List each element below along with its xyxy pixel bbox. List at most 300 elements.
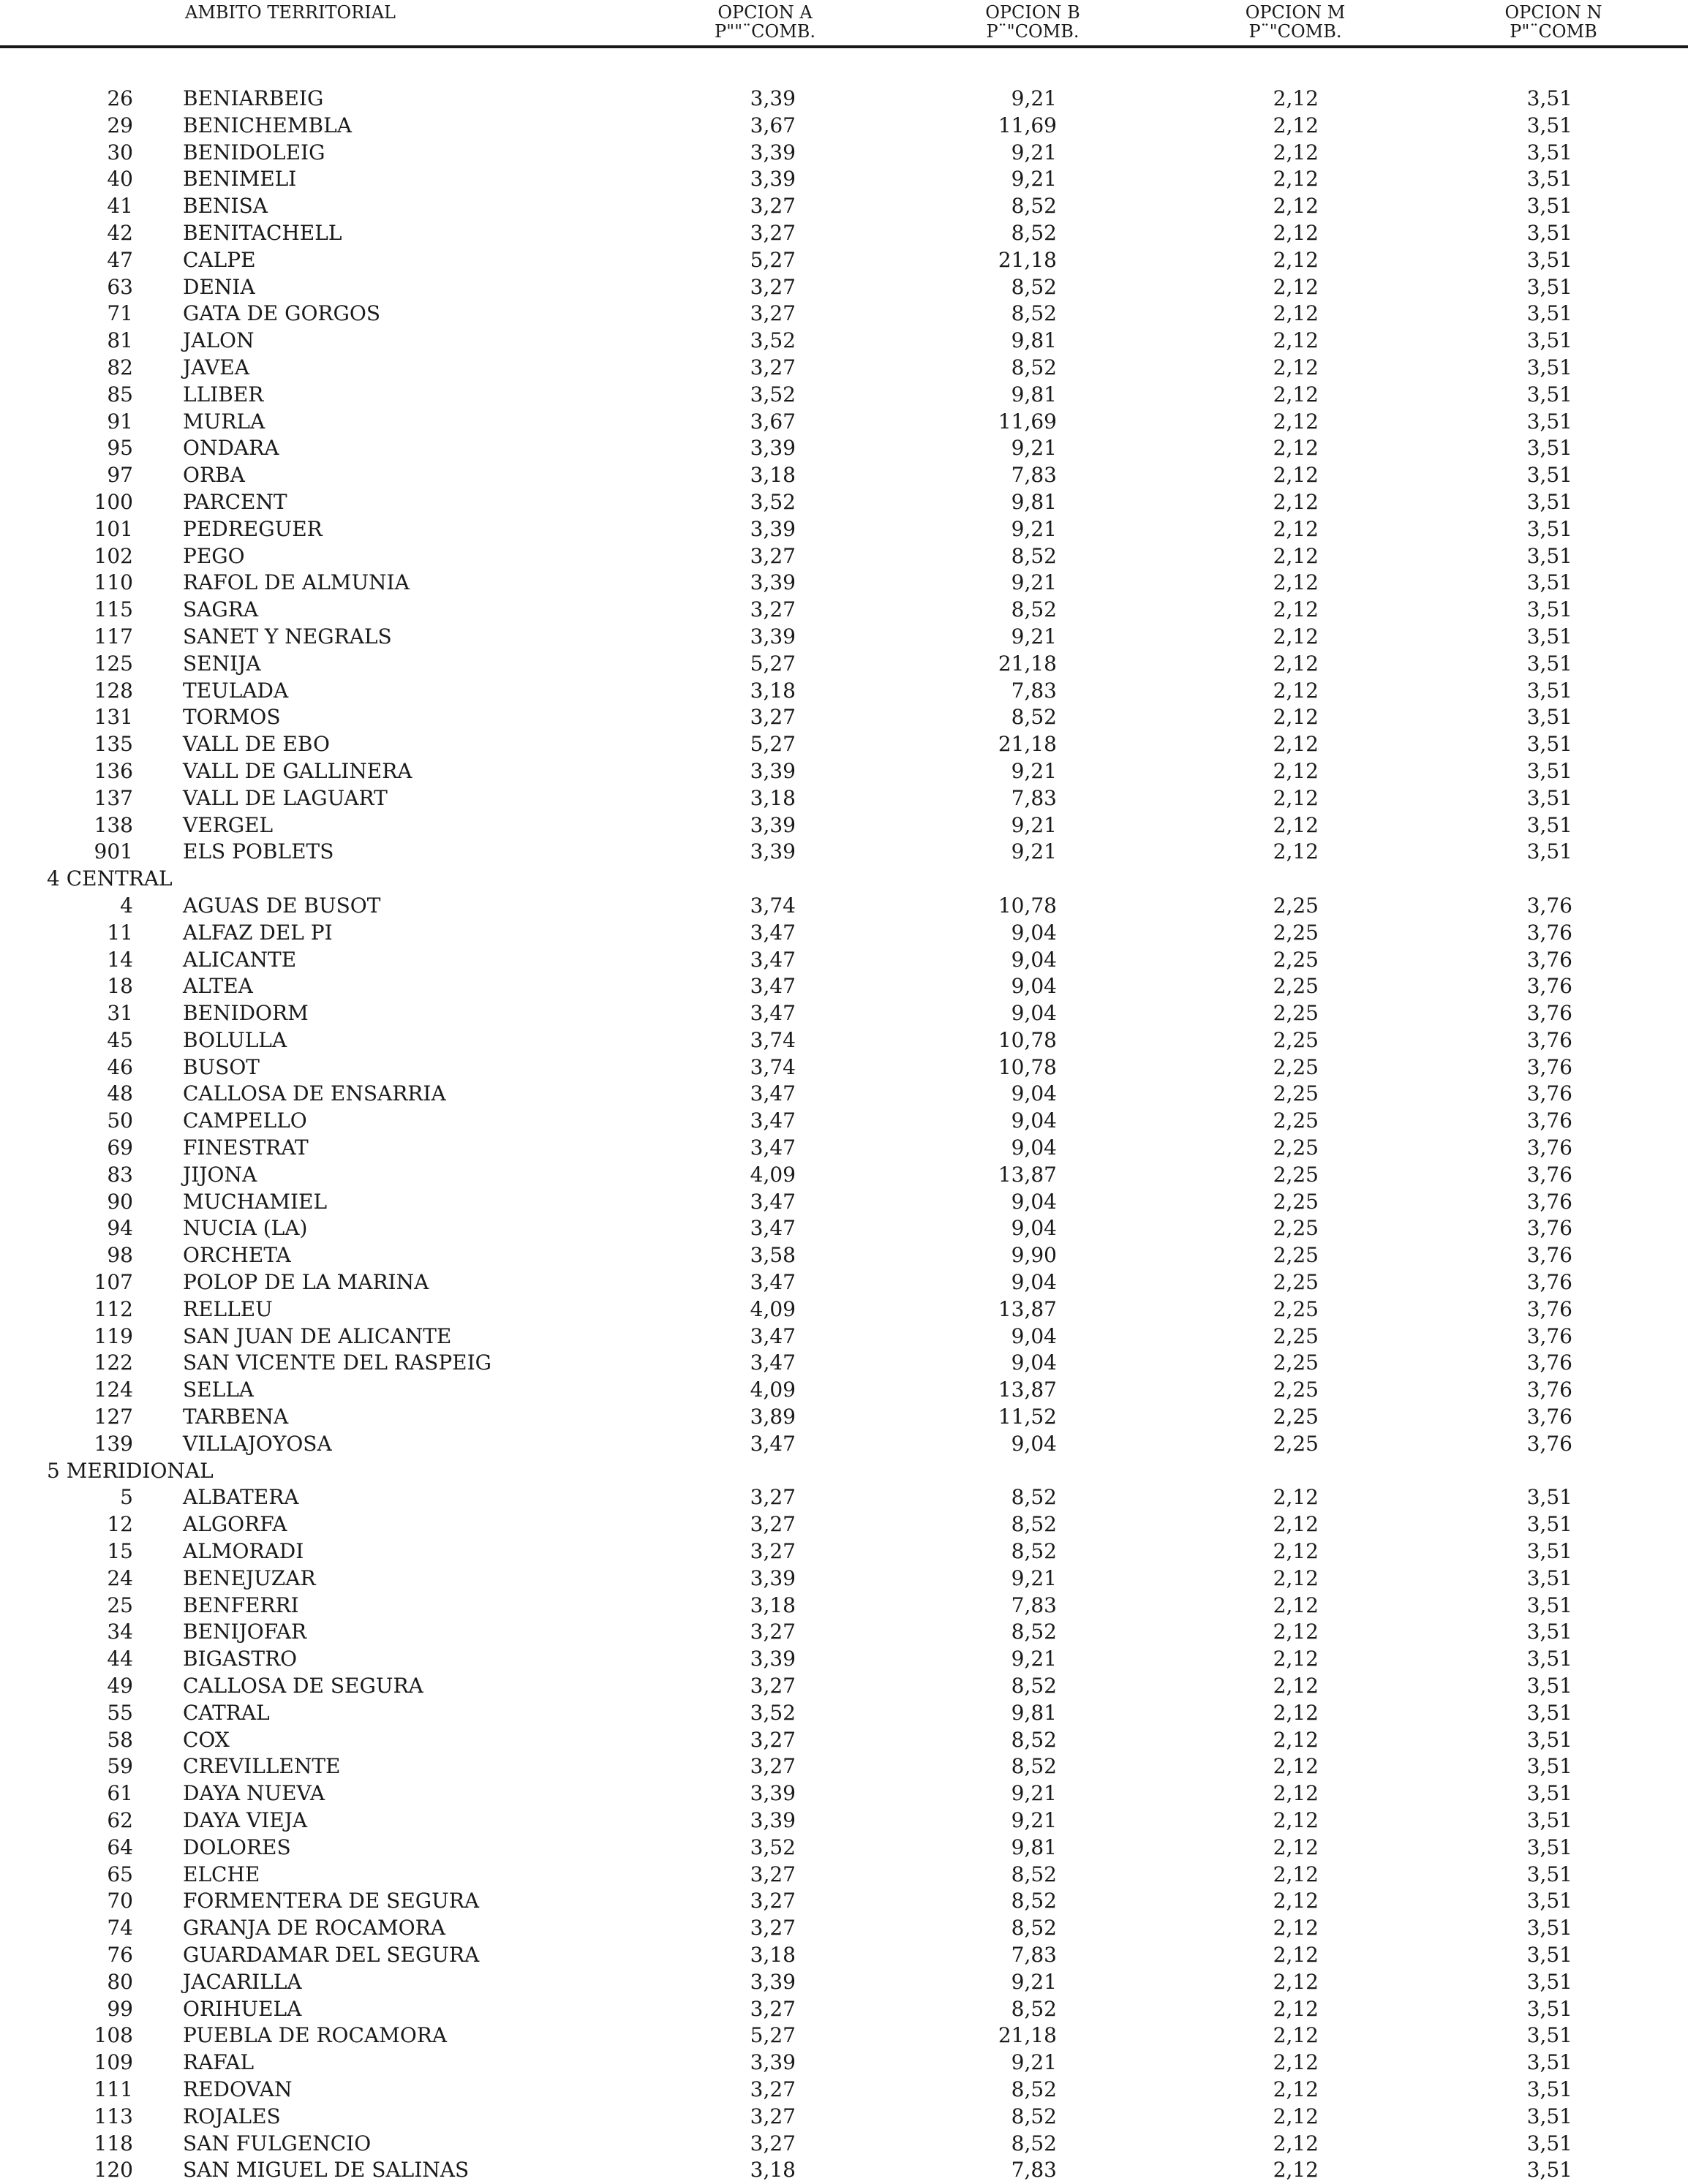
opcion-n-value: 3,51 bbox=[1526, 543, 1572, 568]
opcion-m-value: 2,12 bbox=[1273, 1485, 1319, 1510]
municipality-name: COX bbox=[183, 1727, 230, 1752]
table-row bbox=[0, 597, 1688, 624]
opcion-m-value: 2,25 bbox=[1273, 947, 1319, 972]
opcion-m-value: 2,25 bbox=[1273, 974, 1319, 999]
opcion-a-value: 3,58 bbox=[750, 1243, 796, 1268]
opcion-b-value: 9,21 bbox=[1011, 570, 1057, 595]
table-row bbox=[0, 140, 1688, 167]
opcion-n-value: 3,51 bbox=[1526, 328, 1572, 353]
opcion-n-value: 3,51 bbox=[1526, 1889, 1572, 1913]
municipality-name: ALICANTE bbox=[183, 947, 297, 972]
opcion-m-value: 2,12 bbox=[1273, 1862, 1319, 1886]
opcion-a-value: 3,27 bbox=[750, 1889, 796, 1913]
opcion-n-value: 3,51 bbox=[1526, 301, 1572, 326]
municipality-name: ORCHETA bbox=[183, 1243, 291, 1268]
opcion-n-value: 3,76 bbox=[1526, 1001, 1572, 1026]
municipality-name: BENITACHELL bbox=[183, 220, 342, 245]
municipality-name: SAN VICENTE DEL RASPEIG bbox=[183, 1350, 492, 1375]
table-row bbox=[0, 409, 1688, 436]
opcion-m-value: 2,12 bbox=[1273, 1512, 1319, 1537]
opcion-m-value: 2,12 bbox=[1273, 678, 1319, 703]
opcion-n-value: 3,51 bbox=[1526, 812, 1572, 837]
opcion-a-value: 3,18 bbox=[750, 1942, 796, 1967]
opcion-n-value: 3,76 bbox=[1526, 1323, 1572, 1348]
table-row bbox=[0, 1323, 1688, 1350]
table-row bbox=[0, 1108, 1688, 1135]
opcion-a-value: 3,47 bbox=[750, 1431, 796, 1456]
municipality-code: 25 bbox=[107, 1592, 133, 1617]
municipality-name: PUEBLA DE ROCAMORA bbox=[183, 2023, 448, 2048]
opcion-n-value: 3,51 bbox=[1526, 839, 1572, 864]
opcion-a-value: 3,74 bbox=[750, 1027, 796, 1052]
opcion-a-value: 3,39 bbox=[750, 1781, 796, 1806]
table-row bbox=[0, 1780, 1688, 1807]
opcion-b-value: 8,52 bbox=[1011, 274, 1057, 299]
table-row bbox=[0, 1915, 1688, 1942]
municipality-name: DENIA bbox=[183, 274, 255, 299]
section-row bbox=[0, 866, 1688, 893]
opcion-n-value: 3,51 bbox=[1526, 1512, 1572, 1537]
municipality-code: 901 bbox=[94, 839, 133, 864]
opcion-a-value: 3,27 bbox=[750, 2131, 796, 2155]
table-row bbox=[0, 1888, 1688, 1915]
opcion-m-value: 2,12 bbox=[1273, 1889, 1319, 1913]
opcion-n-value: 3,76 bbox=[1526, 947, 1572, 972]
opcion-n-value: 3,51 bbox=[1526, 1942, 1572, 1967]
opcion-n-value: 3,51 bbox=[1526, 489, 1572, 514]
opcion-a-value: 3,39 bbox=[750, 86, 796, 110]
opcion-m-value: 2,12 bbox=[1273, 409, 1319, 434]
table-row bbox=[0, 704, 1688, 731]
ambito-header: AMBITO TERRITORIAL bbox=[185, 2, 396, 23]
opcion-b-value: 9,21 bbox=[1011, 2050, 1057, 2075]
opcion-n-value: 3,76 bbox=[1526, 1431, 1572, 1456]
municipality-code: 107 bbox=[94, 1270, 133, 1295]
opcion-m-value: 2,12 bbox=[1273, 1808, 1319, 1832]
opcion-n-value: 3,51 bbox=[1526, 409, 1572, 434]
opcion-n-value: 3,51 bbox=[1526, 1781, 1572, 1806]
municipality-name: TARBENA bbox=[183, 1405, 289, 1429]
municipality-name: JAVEA bbox=[183, 355, 249, 379]
opcion-m-value: 2,12 bbox=[1273, 2104, 1319, 2128]
opcion-m-value: 2,12 bbox=[1273, 543, 1319, 568]
opcion-m-value: 2,12 bbox=[1273, 489, 1319, 514]
opcion-b-value: 21,18 bbox=[998, 651, 1057, 676]
opcion-m-value: 2,25 bbox=[1273, 1270, 1319, 1295]
municipality-name: VALL DE GALLINERA bbox=[183, 758, 412, 783]
municipality-name: RELLEU bbox=[183, 1296, 273, 1321]
municipality-code: 102 bbox=[94, 543, 133, 568]
opcion-b-value: 9,21 bbox=[1011, 1969, 1057, 1994]
opcion-b-value: 10,78 bbox=[998, 1054, 1057, 1079]
opcion-b-value: 13,87 bbox=[998, 1162, 1057, 1187]
table-row bbox=[0, 543, 1688, 570]
opcion-n-value: 3,51 bbox=[1526, 274, 1572, 299]
municipality-name: SELLA bbox=[183, 1378, 255, 1402]
opcion-m-subheader: P¨"COMB. bbox=[1248, 21, 1342, 42]
opcion-b-value: 9,21 bbox=[1011, 1647, 1057, 1671]
municipality-code: 115 bbox=[94, 597, 133, 622]
opcion-m-value: 2,12 bbox=[1273, 597, 1319, 622]
municipality-name: TEULADA bbox=[183, 678, 289, 703]
municipality-code: 120 bbox=[94, 2158, 133, 2183]
municipality-code: 46 bbox=[107, 1054, 133, 1079]
table-row bbox=[0, 516, 1688, 543]
opcion-b-value: 9,81 bbox=[1011, 328, 1057, 353]
municipality-name: GUARDAMAR DEL SEGURA bbox=[183, 1942, 480, 1967]
table-row bbox=[0, 1135, 1688, 1162]
opcion-m-value: 2,12 bbox=[1273, 1969, 1319, 1994]
municipality-code: 71 bbox=[107, 301, 133, 326]
table-row bbox=[0, 893, 1688, 920]
opcion-m-value: 2,12 bbox=[1273, 516, 1319, 541]
table-row bbox=[0, 1404, 1688, 1431]
opcion-b-value: 8,52 bbox=[1011, 220, 1057, 245]
opcion-a-value: 3,47 bbox=[750, 1001, 796, 1026]
table-row bbox=[0, 1296, 1688, 1323]
opcion-n-value: 3,76 bbox=[1526, 1350, 1572, 1375]
opcion-b-value: 9,04 bbox=[1011, 1136, 1057, 1160]
opcion-b-value: 8,52 bbox=[1011, 705, 1057, 730]
opcion-n-value: 3,51 bbox=[1526, 2131, 1572, 2155]
opcion-a-value: 3,27 bbox=[750, 1996, 796, 2021]
opcion-b-value: 8,52 bbox=[1011, 2077, 1057, 2101]
municipality-code: 49 bbox=[107, 1674, 133, 1699]
opcion-n-value: 3,51 bbox=[1526, 167, 1572, 192]
opcion-n-value: 3,51 bbox=[1526, 436, 1572, 461]
opcion-a-value: 3,52 bbox=[750, 382, 796, 407]
opcion-n-value: 3,76 bbox=[1526, 1189, 1572, 1214]
opcion-b-value: 9,21 bbox=[1011, 839, 1057, 864]
municipality-name: ELS POBLETS bbox=[183, 839, 334, 864]
municipality-code: 125 bbox=[94, 651, 133, 676]
opcion-a-value: 3,39 bbox=[750, 1647, 796, 1671]
opcion-n-value: 3,51 bbox=[1526, 785, 1572, 810]
municipality-name: DAYA VIEJA bbox=[183, 1808, 308, 1832]
opcion-n-header: OPCION N bbox=[1504, 2, 1602, 23]
opcion-a-value: 3,27 bbox=[750, 597, 796, 622]
opcion-a-value: 3,39 bbox=[750, 516, 796, 541]
opcion-m-value: 2,12 bbox=[1273, 328, 1319, 353]
opcion-b-value: 9,04 bbox=[1011, 947, 1057, 972]
opcion-n-value: 3,51 bbox=[1526, 705, 1572, 730]
municipality-name: REDOVAN bbox=[183, 2077, 293, 2101]
opcion-b-value: 9,90 bbox=[1011, 1243, 1057, 1268]
opcion-a-subheader: P""¨COMB. bbox=[714, 21, 816, 42]
opcion-b-value: 7,83 bbox=[1011, 2158, 1057, 2183]
table-row bbox=[0, 758, 1688, 785]
opcion-b-value: 9,21 bbox=[1011, 516, 1057, 541]
opcion-b-value: 9,04 bbox=[1011, 1001, 1057, 1026]
opcion-b-value: 9,21 bbox=[1011, 1808, 1057, 1832]
table-row bbox=[0, 86, 1688, 113]
municipality-code: 42 bbox=[107, 220, 133, 245]
opcion-b-value: 8,52 bbox=[1011, 1862, 1057, 1886]
opcion-m-value: 2,12 bbox=[1273, 382, 1319, 407]
opcion-n-value: 3,76 bbox=[1526, 893, 1572, 918]
municipality-name: AGUAS DE BUSOT bbox=[183, 893, 381, 918]
opcion-m-value: 2,25 bbox=[1273, 920, 1319, 945]
municipality-code: 34 bbox=[107, 1620, 133, 1644]
municipality-code: 85 bbox=[107, 382, 133, 407]
municipality-name: BENIDORM bbox=[183, 1001, 309, 1026]
opcion-a-value: 3,39 bbox=[750, 839, 796, 864]
municipality-name: PEDREGUER bbox=[183, 516, 323, 541]
opcion-b-value: 9,81 bbox=[1011, 1835, 1057, 1859]
municipality-name: BENISA bbox=[183, 194, 268, 219]
opcion-m-value: 2,12 bbox=[1273, 1674, 1319, 1699]
opcion-n-value: 3,51 bbox=[1526, 140, 1572, 165]
table-row bbox=[0, 1862, 1688, 1889]
opcion-b-value: 9,21 bbox=[1011, 812, 1057, 837]
opcion-a-value: 5,27 bbox=[750, 2023, 796, 2048]
opcion-n-value: 3,51 bbox=[1526, 758, 1572, 783]
table-row bbox=[0, 624, 1688, 651]
opcion-n-value: 3,76 bbox=[1526, 1027, 1572, 1052]
municipality-code: 74 bbox=[107, 1916, 133, 1941]
opcion-b-value: 9,04 bbox=[1011, 1108, 1057, 1133]
opcion-a-value: 4,09 bbox=[750, 1296, 796, 1321]
table-row bbox=[0, 274, 1688, 301]
municipality-name: BIGASTRO bbox=[183, 1647, 298, 1671]
opcion-m-value: 2,12 bbox=[1273, 140, 1319, 165]
opcion-b-value: 10,78 bbox=[998, 893, 1057, 918]
opcion-m-value: 2,12 bbox=[1273, 463, 1319, 488]
municipality-code: 83 bbox=[107, 1162, 133, 1187]
municipality-name: BOLULLA bbox=[183, 1027, 287, 1052]
municipality-code: 4 bbox=[120, 893, 133, 918]
municipality-name: BUSOT bbox=[183, 1054, 260, 1079]
municipality-name: ORBA bbox=[183, 463, 245, 488]
municipality-name: JACARILLA bbox=[183, 1969, 302, 1994]
municipality-code: 50 bbox=[107, 1108, 133, 1133]
section-title: 5 MERIDIONAL bbox=[47, 1458, 214, 1483]
municipality-code: 26 bbox=[107, 86, 133, 110]
opcion-m-value: 2,12 bbox=[1273, 113, 1319, 137]
municipality-code: 113 bbox=[94, 2104, 133, 2128]
opcion-n-value: 3,51 bbox=[1526, 382, 1572, 407]
opcion-a-value: 3,27 bbox=[750, 194, 796, 219]
opcion-m-value: 2,12 bbox=[1273, 1754, 1319, 1779]
opcion-m-value: 2,12 bbox=[1273, 1647, 1319, 1671]
opcion-n-value: 3,76 bbox=[1526, 1081, 1572, 1106]
opcion-b-value: 7,83 bbox=[1011, 1592, 1057, 1617]
municipality-code: 15 bbox=[107, 1539, 133, 1564]
municipality-code: 81 bbox=[107, 328, 133, 353]
opcion-a-value: 3,27 bbox=[750, 355, 796, 379]
opcion-n-value: 3,76 bbox=[1526, 1296, 1572, 1321]
table-row bbox=[0, 220, 1688, 247]
municipality-code: 69 bbox=[107, 1136, 133, 1160]
municipality-code: 30 bbox=[107, 140, 133, 165]
table-row bbox=[0, 1835, 1688, 1862]
opcion-b-value: 8,52 bbox=[1011, 194, 1057, 219]
table-row bbox=[0, 1753, 1688, 1780]
municipality-code: 138 bbox=[94, 812, 133, 837]
opcion-a-value: 3,27 bbox=[750, 274, 796, 299]
opcion-m-value: 2,25 bbox=[1273, 1296, 1319, 1321]
municipality-name: ALGORFA bbox=[183, 1512, 287, 1537]
opcion-b-value: 9,21 bbox=[1011, 167, 1057, 192]
opcion-a-value: 3,47 bbox=[750, 1350, 796, 1375]
table-header bbox=[0, 0, 1688, 47]
opcion-n-value: 3,51 bbox=[1526, 1727, 1572, 1752]
opcion-a-value: 5,27 bbox=[750, 247, 796, 272]
municipality-code: 59 bbox=[107, 1754, 133, 1779]
opcion-n-value: 3,76 bbox=[1526, 1108, 1572, 1133]
municipality-name: ELCHE bbox=[183, 1862, 260, 1886]
opcion-b-header: OPCION B bbox=[985, 2, 1080, 23]
table-row bbox=[0, 166, 1688, 193]
table-row bbox=[0, 1054, 1688, 1081]
opcion-n-value: 3,51 bbox=[1526, 1754, 1572, 1779]
municipality-code: 65 bbox=[107, 1862, 133, 1886]
municipality-code: 24 bbox=[107, 1565, 133, 1590]
opcion-a-value: 5,27 bbox=[750, 732, 796, 757]
table-row bbox=[0, 1162, 1688, 1189]
opcion-n-value: 3,51 bbox=[1526, 1647, 1572, 1671]
opcion-a-value: 3,39 bbox=[750, 812, 796, 837]
opcion-m-value: 2,12 bbox=[1273, 705, 1319, 730]
opcion-b-value: 9,81 bbox=[1011, 1700, 1057, 1725]
opcion-b-value: 7,83 bbox=[1011, 1942, 1057, 1967]
opcion-a-value: 3,74 bbox=[750, 1054, 796, 1079]
opcion-b-value: 9,04 bbox=[1011, 1431, 1057, 1456]
municipality-code: 40 bbox=[107, 167, 133, 192]
opcion-b-value: 8,52 bbox=[1011, 1620, 1057, 1644]
municipality-code: 91 bbox=[107, 409, 133, 434]
municipality-name: VERGEL bbox=[183, 812, 274, 837]
opcion-b-value: 9,04 bbox=[1011, 1081, 1057, 1106]
opcion-m-value: 2,25 bbox=[1273, 1243, 1319, 1268]
municipality-code: 122 bbox=[94, 1350, 133, 1375]
municipality-code: 100 bbox=[94, 489, 133, 514]
opcion-m-value: 2,12 bbox=[1273, 1942, 1319, 1967]
opcion-b-value: 9,81 bbox=[1011, 382, 1057, 407]
opcion-a-value: 3,39 bbox=[750, 167, 796, 192]
opcion-a-value: 3,52 bbox=[750, 1835, 796, 1859]
municipality-code: 44 bbox=[107, 1647, 133, 1671]
opcion-a-value: 4,09 bbox=[750, 1378, 796, 1402]
municipality-name: SANET Y NEGRALS bbox=[183, 624, 392, 649]
opcion-b-value: 8,52 bbox=[1011, 2104, 1057, 2128]
opcion-m-value: 2,25 bbox=[1273, 1405, 1319, 1429]
opcion-a-value: 3,89 bbox=[750, 1405, 796, 1429]
opcion-n-value: 3,51 bbox=[1526, 1916, 1572, 1941]
opcion-m-value: 2,12 bbox=[1273, 274, 1319, 299]
municipality-code: 124 bbox=[94, 1378, 133, 1402]
section-row bbox=[0, 1458, 1688, 1485]
municipality-code: 119 bbox=[94, 1323, 133, 1348]
municipality-code: 136 bbox=[94, 758, 133, 783]
opcion-m-value: 2,12 bbox=[1273, 1592, 1319, 1617]
opcion-m-value: 2,25 bbox=[1273, 1001, 1319, 1026]
opcion-n-value: 3,51 bbox=[1526, 1485, 1572, 1510]
opcion-b-value: 9,21 bbox=[1011, 1781, 1057, 1806]
opcion-a-value: 3,39 bbox=[750, 570, 796, 595]
municipality-name: CATRAL bbox=[183, 1700, 270, 1725]
opcion-b-value: 8,52 bbox=[1011, 1754, 1057, 1779]
opcion-a-value: 3,18 bbox=[750, 2158, 796, 2183]
opcion-n-value: 3,51 bbox=[1526, 1565, 1572, 1590]
opcion-m-value: 2,12 bbox=[1273, 1781, 1319, 1806]
table-row bbox=[0, 2077, 1688, 2104]
municipality-code: 55 bbox=[107, 1700, 133, 1725]
table-row bbox=[0, 1538, 1688, 1565]
municipality-code: 80 bbox=[107, 1969, 133, 1994]
municipality-name: CALLOSA DE ENSARRIA bbox=[183, 1081, 446, 1106]
table-row bbox=[0, 1969, 1688, 1996]
opcion-a-value: 3,67 bbox=[750, 409, 796, 434]
municipality-code: 63 bbox=[107, 274, 133, 299]
opcion-b-value: 9,04 bbox=[1011, 974, 1057, 999]
opcion-m-value: 2,12 bbox=[1273, 812, 1319, 837]
municipality-name: VALL DE LAGUART bbox=[183, 785, 388, 810]
municipality-code: 127 bbox=[94, 1405, 133, 1429]
opcion-m-value: 2,25 bbox=[1273, 1081, 1319, 1106]
municipality-name: CREVILLENTE bbox=[183, 1754, 341, 1779]
opcion-n-subheader: P"¨COMB bbox=[1510, 21, 1597, 42]
opcion-n-value: 3,51 bbox=[1526, 1862, 1572, 1886]
opcion-m-value: 2,12 bbox=[1273, 570, 1319, 595]
opcion-a-value: 3,27 bbox=[750, 2104, 796, 2128]
table-row bbox=[0, 382, 1688, 409]
opcion-a-value: 3,27 bbox=[750, 2077, 796, 2101]
opcion-a-value: 3,52 bbox=[750, 489, 796, 514]
municipality-code: 98 bbox=[107, 1243, 133, 1268]
opcion-n-value: 3,76 bbox=[1526, 1405, 1572, 1429]
table-row bbox=[0, 1996, 1688, 2023]
table-row bbox=[0, 328, 1688, 355]
opcion-m-value: 2,12 bbox=[1273, 247, 1319, 272]
municipality-name: BENFERRI bbox=[183, 1592, 299, 1617]
opcion-m-value: 2,12 bbox=[1273, 1916, 1319, 1941]
opcion-m-value: 2,12 bbox=[1273, 2158, 1319, 2183]
municipality-name: SAN JUAN DE ALICANTE bbox=[183, 1323, 452, 1348]
table-row bbox=[0, 113, 1688, 140]
opcion-b-value: 13,87 bbox=[998, 1296, 1057, 1321]
opcion-n-value: 3,51 bbox=[1526, 2023, 1572, 2048]
opcion-a-value: 3,39 bbox=[750, 1969, 796, 1994]
municipality-code: 41 bbox=[107, 194, 133, 219]
opcion-a-value: 3,47 bbox=[750, 947, 796, 972]
municipality-code: 64 bbox=[107, 1835, 133, 1859]
table-row bbox=[0, 1000, 1688, 1027]
opcion-b-value: 8,52 bbox=[1011, 597, 1057, 622]
opcion-m-value: 2,25 bbox=[1273, 1216, 1319, 1241]
table-row bbox=[0, 489, 1688, 516]
municipality-name: ALMORADI bbox=[183, 1539, 304, 1564]
opcion-m-value: 2,25 bbox=[1273, 893, 1319, 918]
opcion-a-value: 4,09 bbox=[750, 1162, 796, 1187]
municipality-name: SENIJA bbox=[183, 651, 261, 676]
opcion-a-value: 3,39 bbox=[750, 1808, 796, 1832]
opcion-a-value: 3,47 bbox=[750, 1108, 796, 1133]
municipality-code: 14 bbox=[107, 947, 133, 972]
municipality-name: VALL DE EBO bbox=[183, 732, 330, 757]
opcion-m-value: 2,25 bbox=[1273, 1027, 1319, 1052]
municipality-code: 58 bbox=[107, 1727, 133, 1752]
opcion-n-value: 3,51 bbox=[1526, 1539, 1572, 1564]
municipality-name: FORMENTERA DE SEGURA bbox=[183, 1889, 480, 1913]
table-row bbox=[0, 785, 1688, 812]
opcion-m-value: 2,12 bbox=[1273, 758, 1319, 783]
opcion-a-value: 3,47 bbox=[750, 1216, 796, 1241]
opcion-b-value: 21,18 bbox=[998, 2023, 1057, 2048]
opcion-a-value: 3,74 bbox=[750, 893, 796, 918]
opcion-a-value: 3,27 bbox=[750, 1539, 796, 1564]
municipality-name: BENICHEMBLA bbox=[183, 113, 352, 137]
